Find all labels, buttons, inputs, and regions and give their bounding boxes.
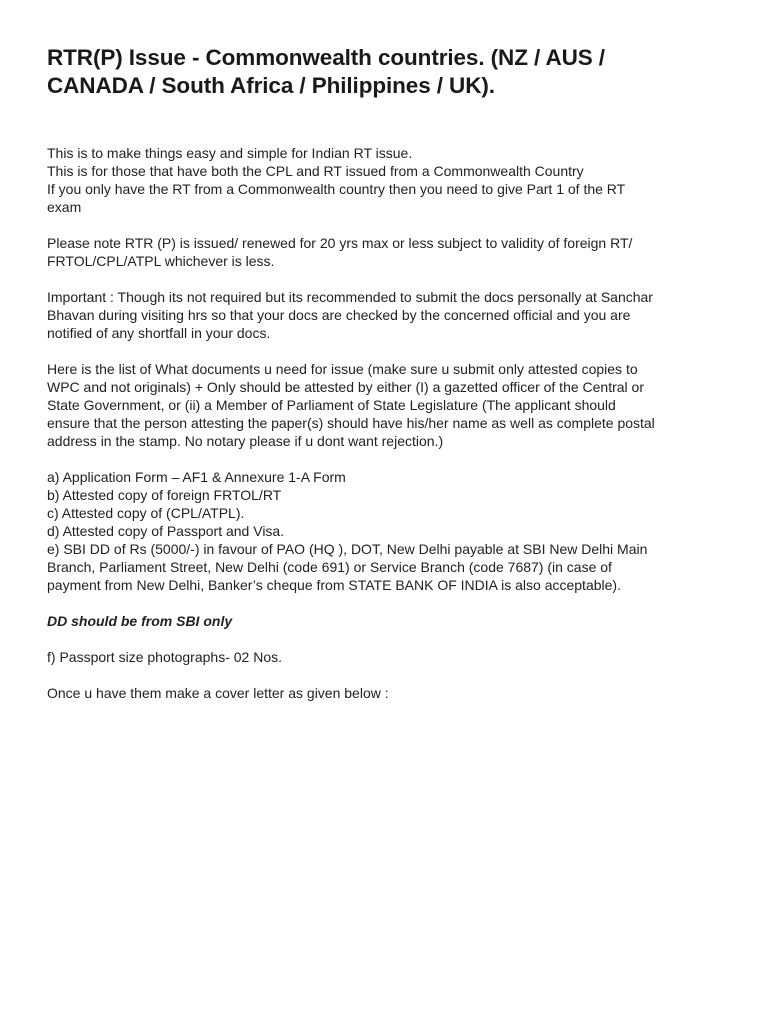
text-line: This is for those that have both the CPL and RT issued from a Commonwealth Country <box>47 163 584 179</box>
text-line: This is to make things easy and simple for Indian RT issue. <box>47 145 413 161</box>
text-line: address in the stamp. No notary please if u dont want rejection.) <box>47 433 444 449</box>
text-line: Here is the list of What documents u need for issue (make sure u submit only attested copies to <box>47 361 638 377</box>
document-list <box>47 468 738 594</box>
photos-item: f) Passport size photographs- 02 Nos. <box>47 649 283 665</box>
list-item: c) Attested copy of (CPL/ATPL). <box>47 505 245 521</box>
text-line: Please note RTR (P) is issued/ renewed for 20 yrs max or less subject to validity of foreign RT/ <box>47 235 633 251</box>
text-line: WPC and not originals) + Only should be attested by either (I) a gazetted officer of the Central or <box>47 379 645 395</box>
closing-line: Once u have them make a cover letter as given below : <box>47 685 389 701</box>
text-line: FRTOL/CPL/ATPL whichever is less. <box>47 253 275 269</box>
text-line: Bhavan during visiting hrs so that your docs are checked by the concerned official and you are <box>47 307 631 323</box>
title-line: RTR(P) Issue - Commonwealth countries. (NZ / AUS / <box>47 45 605 70</box>
important-paragraph <box>47 288 738 342</box>
validity-paragraph <box>47 234 738 270</box>
intro-paragraph <box>47 144 738 216</box>
list-item: b) Attested copy of foreign FRTOL/RT <box>47 487 282 503</box>
dd-note: DD should be from SBI only <box>47 613 233 629</box>
list-item: a) Application Form – AF1 & Annexure 1-A Form <box>47 469 346 485</box>
text-line: ensure that the person attesting the paper(s) should have his/her name as well as complete postal <box>47 415 655 431</box>
list-item: e) SBI DD of Rs (5000/-) in favour of PAO (HQ ), DOT, New Delhi payable at SBI New Delhi Main <box>47 541 648 557</box>
list-intro-paragraph <box>47 360 738 450</box>
text-line: exam <box>47 199 82 215</box>
list-item: d) Attested copy of Passport and Visa. <box>47 523 285 539</box>
list-item: payment from New Delhi, Banker’s cheque from STATE BANK OF INDIA is also acceptable). <box>47 577 621 593</box>
text-line: notified of any shortfall in your docs. <box>47 325 271 341</box>
document-title <box>47 44 738 100</box>
list-item: Branch, Parliament Street, New Delhi (code 691) or Service Branch (code 7687) (in case of <box>47 559 612 575</box>
text-line: State Government, or (ii) a Member of Parliament of State Legislature (The applicant should <box>47 397 616 413</box>
text-line: Important : Though its not required but its recommended to submit the docs personally at Sanchar <box>47 289 653 305</box>
text-line: If you only have the RT from a Commonwealth country then you need to give Part 1 of the RT <box>47 181 626 197</box>
title-line: CANADA / South Africa / Philippines / UK). <box>47 73 495 98</box>
